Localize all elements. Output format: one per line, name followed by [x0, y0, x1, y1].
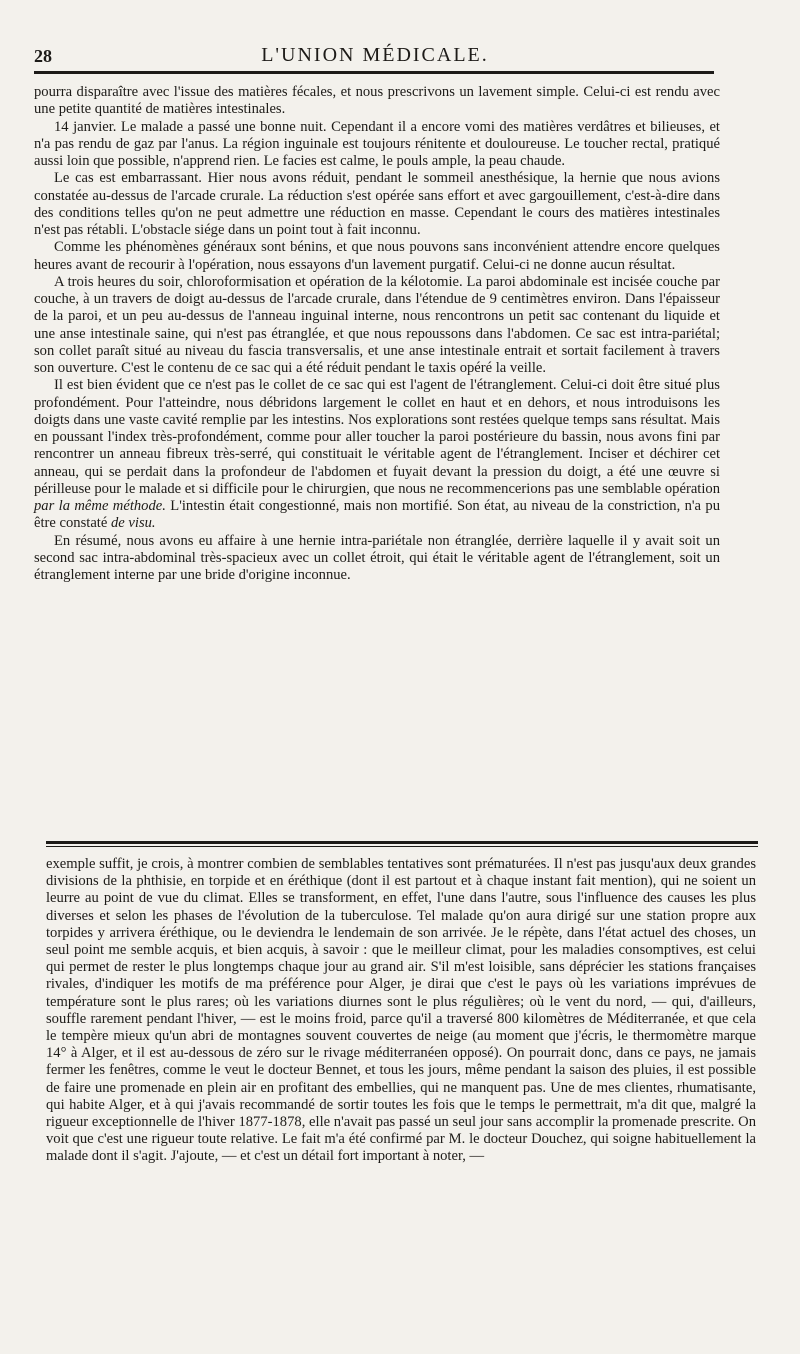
running-title: L'UNION MÉDICALE.: [261, 44, 489, 66]
paragraph: Comme les phénomènes généraux sont bénins, et que nous pouvons sans inconvénient attendre encore quelques heures avant de recourir à l'opération, nous essayons d'un lavement purgatif. Celui-ci ne donne aucun résultat.: [34, 239, 720, 273]
feuilleton-rule: [46, 841, 758, 844]
header-rule: [34, 71, 714, 74]
paragraph: En résumé, nous avons eu affaire à une hernie intra-pariétale non étranglée, derrière laquelle il y avait soit un second sac intra-abdominal très-spacieux avec un collet étroit, qui était le véritable agent de l'étranglement, soit un étranglement interne par une bride d'origine inconnue.: [34, 532, 720, 583]
paragraph-text: Il est bien évident que ce n'est pas le collet de ce sac qui est l'agent de l'étranglement. Celui-ci doit être situé plus profondément. Pour l'atteindre, nous débridons largement le collet en haut et en dehors, et nous introduisons les doigts dans une vaste cavité remplie par les intestins. Nos explorations sont restées quelque temps sans résultat. Mais en poussant l'index très-profondément, comme pour aller toucher la paroi postérieure du bassin, nous avons fini par rencontrer un anneau fibreux très-serré, qui constituait le véritable agent de l'étranglement. Inciser et déchirer cet anneau, qui se perdait dans la profondeur de l'abdomen et fuyait devant la pression du doigt, a été une œuvre si périlleuse pour le malade et si difficile pour le chirurgien, que nous ne recommencerions pas une semblable opération: [34, 377, 720, 497]
feuilleton-column: [46, 856, 756, 1166]
paragraph: [34, 377, 720, 532]
feuilleton-paragraph: exemple suffit, je crois, à montrer combien de semblables tentatives sont prématurées. Il n'est pas jusqu'aux deux grandes divisions de la phthisie, en torpide et en éréthique (dont il est partout et à chaque instant fait mention), qui ne soient un leurre au point de vue du climat. Elles se transforment, en effet, l'une dans l'autre, sous l'influence des causes les plus diverses et selon les phases de l'évolution de la tuberculose. Tel malade qu'on aura dirigé sur une station propre aux torpides y arrivera éréthique, ou le deviendra le lendemain de son arrivée. Je le répète, dans l'état actuel des choses, un seul point me semble acquis, et bien acquis, à savoir : que le meilleur climat, pour les maladies consomptives, est celui qui permet de rester le plus longtemps chaque jour au grand air. S'il m'est loisible, sans déprécier les stations françaises rivales, d'indiquer les motifs de ma préférence pour Alger, je dirai que c'est le pays où les variations imprévues de température sont le plus rares; où les variations diurnes sont le plus régulières; où le vent du nord, — qui, d'ailleurs, souffle rarement pendant l'hiver, — est le moins froid, parce qu'il a traversé 800 kilomètres de Méditerranée, et que cela le tempère mieux qu'un abri de montagnes souvent couvertes de neige (au moment que j'écris, le thermomètre marque 14° à Alger, et il est au-dessous de zéro sur le rivage méditerranéen opposé). On pourrait donc, dans ce pays, ne jamais fermer les fenêtres, comme le veut le docteur Bennet, et tous les jours, même pendant la saison des pluies, il est possible de faire une promenade en plein air en profitant des embellies, qui ne manquent pas. Une de mes clientes, rhumatisante, qui habite Alger, et à qui j'avais recommandé de sortir toutes les fois que le temps le permettrait, m'a dit que, malgré la rigueur exceptionnelle de l'hiver 1877-1878, elle n'avait pas passé un seul jour sans accomplir la promenade prescrite. On voit que c'est une rigueur toute relative. Le fait m'a été confirmé par M. le docteur Douchez, qui soigne habituellement la malade dont il s'agit. J'ajoute, — et c'est un détail fort important à noter, —: [46, 856, 756, 1165]
paragraph: Le cas est embarrassant. Hier nous avons réduit, pendant le sommeil anesthésique, la hernie que nous avions constatée au-dessus de l'arcade crurale. La réduction s'est opérée sans effort et avec gargouillement, c'est-à-dire dans des conditions telles qu'on ne peut admettre une réduction en masse. Cependant le cours des matières intestinales n'est pas rétabli. L'obstacle siége dans un point tout à fait inconnu.: [34, 170, 720, 238]
page-header: [34, 42, 716, 72]
italic-text: de visu.: [111, 515, 156, 532]
article-column: [34, 84, 720, 584]
page-number: 28: [34, 46, 52, 66]
paragraph: 14 janvier. Le malade a passé une bonne nuit. Cependant il a encore vomi des matières verdâtres et bilieuses, et n'a pas rendu de gaz par l'anus. La région inguinale est toujours rénitente et douloureuse. Le toucher rectal, pratiqué aussi loin que possible, n'apprend rien. Le facies est calme, le pouls ample, la peau chaude.: [34, 118, 720, 169]
paragraph: pourra disparaître avec l'issue des matières fécales, et nous prescrivons un lavement simple. Celui-ci est rendu avec une petite quantité de matières intestinales.: [34, 84, 720, 118]
paragraph-text: L'intestin était congestionné, mais non mortifié. Son état, au niveau de la constriction, n'a pu être constaté: [34, 498, 720, 532]
paragraph: A trois heures du soir, chloroformisation et opération de la kélotomie. La paroi abdominale est incisée couche par couche, à un travers de doigt au-dessus de l'arcade crurale, dans l'étendue de 9 centimètres environ. Dans l'épaisseur de la paroi, et un peu au-dessus de l'anneau inguinal interne, nous rencontrons un petit sac contenant du liquide et une anse intestinale saine, qui n'est pas étranglée, et que nous repoussons dans l'abdomen. Ce sac est intra-pariétal; son collet paraît situé au niveau du fascia transversalis, et une anse intestinale entrait et sortait facilement à travers son ouverture. C'est le contenu de ce sac qui a été réduit pendant le taxis opéré la veille.: [34, 273, 720, 376]
feuilleton-rule-thin: [46, 846, 758, 847]
italic-text: par la même méthode.: [34, 498, 166, 514]
